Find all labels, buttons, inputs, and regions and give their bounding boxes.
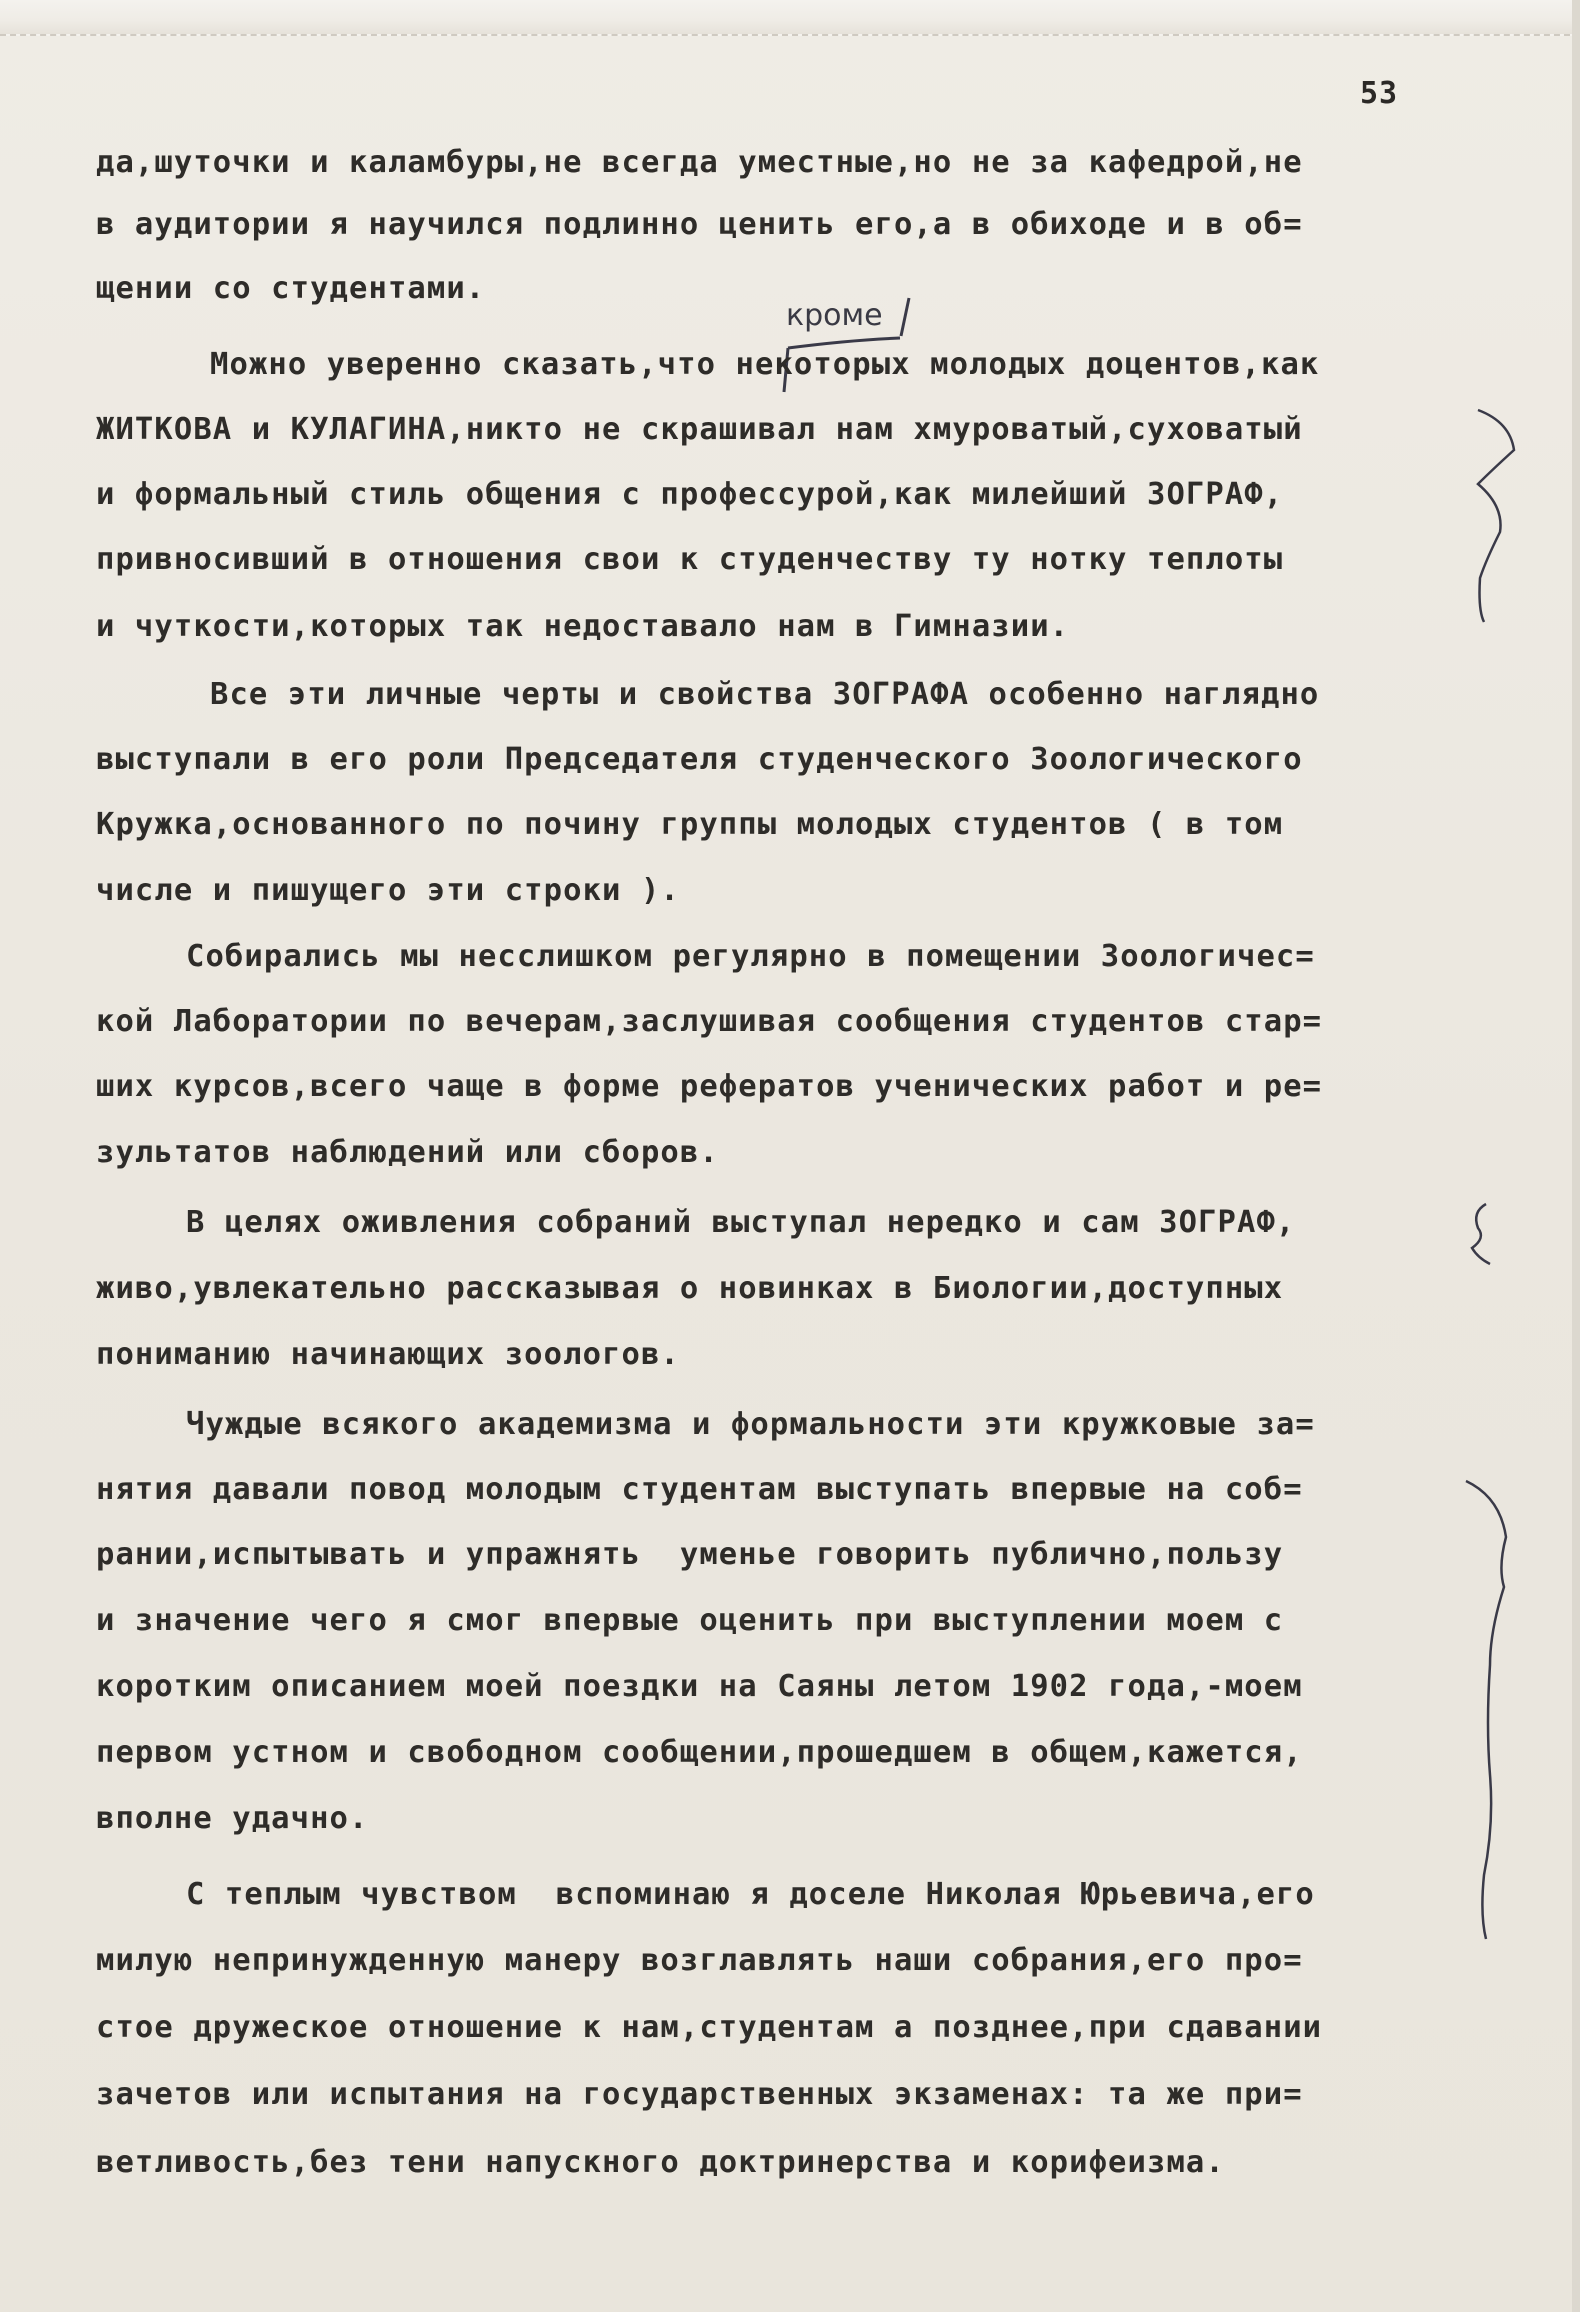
insertion-caret-mark bbox=[760, 290, 930, 400]
handwritten-insert-word: кроме bbox=[786, 298, 883, 333]
text-line: Собирались мы несслишком регулярно в помещении Зоологичес= bbox=[186, 939, 1315, 974]
text-line: первом устном и свободном сообщении,прошедшем в общем,кажется, bbox=[96, 1735, 1303, 1770]
text-line: выступали в его роли Председателя студенческого Зоологического bbox=[96, 742, 1303, 777]
text-line: и чуткости,которых так недоставало нам в Гимназии. bbox=[96, 609, 1070, 644]
text-line: кой Лаборатории по вечерам,заслушивая сообщения студентов стар= bbox=[96, 1004, 1323, 1039]
text-line: Можно уверенно сказать,что некоторых молодых доцентов,как bbox=[210, 347, 1320, 382]
margin-bracket-small bbox=[1460, 1198, 1500, 1268]
text-line: привносивший в отношения свои к студенчеству ту нотку теплоты bbox=[96, 542, 1284, 577]
text-line: в аудитории я научился подлинно ценить его,а в обиходе и в об= bbox=[96, 207, 1303, 242]
text-line: коротким описанием моей поездки на Саяны летом 1902 года,-моем bbox=[96, 1669, 1303, 1704]
margin-bracket-lower bbox=[1460, 1475, 1520, 1945]
text-line: щении со студентами. bbox=[96, 271, 486, 306]
text-line: и формальный стиль общения с профессурой,как милейший ЗОГРАФ, bbox=[96, 477, 1284, 512]
page-right-edge bbox=[1572, 0, 1580, 2312]
text-line: стое дружеское отношение к нам,студентам а позднее,при сдавании bbox=[96, 2010, 1323, 2045]
text-line: зачетов или испытания на государственных экзаменах: та же при= bbox=[96, 2077, 1303, 2112]
text-line: ших курсов,всего чаще в форме рефератов ученических работ и ре= bbox=[96, 1069, 1323, 1104]
text-line: Чуждые всякого академизма и формальности эти кружковые за= bbox=[186, 1407, 1315, 1442]
text-line: вполне удачно. bbox=[96, 1801, 369, 1836]
text-line: пониманию начинающих зоологов. bbox=[96, 1337, 680, 1372]
text-line: Все эти личные черты и свойства ЗОГРАФА особенно наглядно bbox=[210, 677, 1320, 712]
text-line: В целях оживления собраний выступал нередко и сам ЗОГРАФ, bbox=[186, 1205, 1296, 1240]
text-line: зультатов наблюдений или сборов. bbox=[96, 1135, 719, 1170]
text-line: числе и пишущего эти строки ). bbox=[96, 873, 680, 908]
text-line: нятия давали повод молодым студентам выступать впервые на соб= bbox=[96, 1472, 1303, 1507]
margin-bracket-upper bbox=[1470, 400, 1530, 630]
text-line: ветливость,без тени напускного доктринерства и корифеизма. bbox=[96, 2145, 1225, 2180]
page-number: 53 bbox=[1360, 76, 1399, 111]
text-line: и значение чего я смог впервые оценить при выступлении моем с bbox=[96, 1603, 1284, 1638]
text-line: Кружка,основанного по почину группы молодых студентов ( в том bbox=[96, 807, 1284, 842]
text-line: С теплым чувством вспоминаю я доселе Николая Юрьевича,его bbox=[186, 1877, 1315, 1912]
text-line: ЖИТКОВА и КУЛАГИНА,никто не скрашивал нам хмуроватый,суховатый bbox=[96, 412, 1303, 447]
page-top-edge bbox=[0, 0, 1580, 36]
text-line: милую непринужденную манеру возглавлять наши собрания,его про= bbox=[96, 1943, 1303, 1978]
text-line: рании,испытывать и упражнять уменье говорить публично,пользу bbox=[96, 1537, 1284, 1572]
text-line: живо,увлекательно рассказывая о новинках в Биологии,доступных bbox=[96, 1271, 1284, 1306]
text-line: да,шуточки и каламбуры,не всегда уместные,но не за кафедрой,не bbox=[96, 145, 1303, 180]
